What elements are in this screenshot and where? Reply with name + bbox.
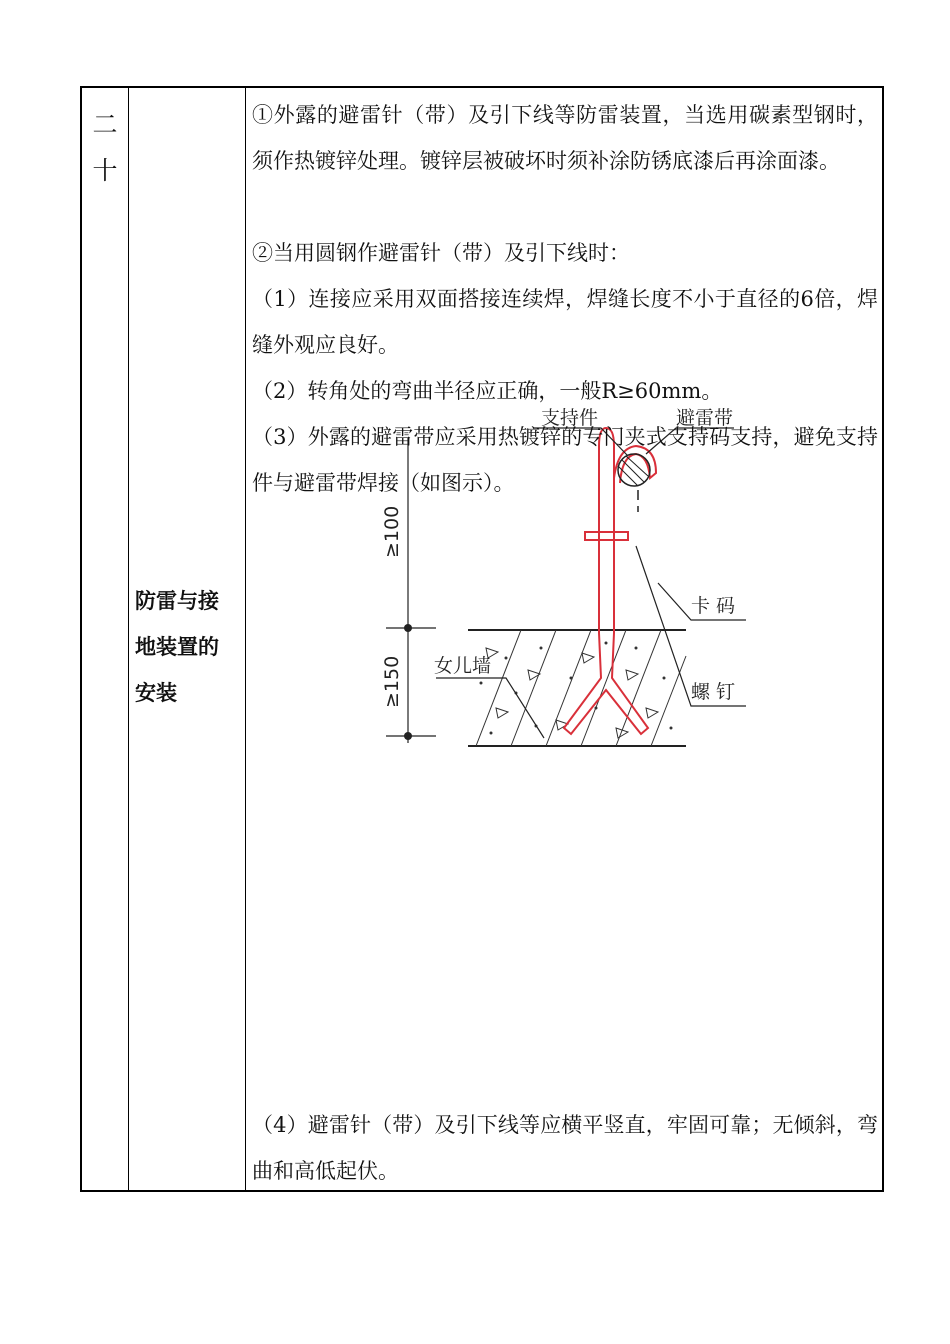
row-number: 二十	[92, 110, 118, 185]
label-support: 支持件	[541, 408, 599, 429]
row-title-cell	[129, 88, 245, 1190]
parapet-wall	[468, 630, 686, 746]
leader-wall	[436, 678, 544, 738]
paragraph-4: （2）转角处的弯曲半径应正确，一般R≥60mm。	[252, 379, 723, 403]
paragraph-5: （3）外露的避雷带应采用热镀锌的专门夹式支持码支持，避免支持件与避雷带焊接（如图示）。	[252, 425, 878, 495]
row-title: 防雷与接地装置的安装	[135, 589, 219, 705]
row-content-cell	[246, 88, 882, 1190]
label-clip: 卡 码	[691, 595, 736, 617]
dimension-dot	[404, 732, 412, 740]
row-number-cell	[82, 88, 128, 1190]
spec-table	[80, 86, 884, 1192]
label-screw: 螺 钉	[691, 681, 736, 703]
paragraph-2: ②当用圆钢作避雷针（带）及引下线时：	[252, 241, 630, 265]
dim-top-label: ≥100	[381, 505, 403, 558]
dimension-dot	[404, 624, 412, 632]
label-belt: 避雷带	[676, 408, 734, 429]
paragraph-1: ①外露的避雷针（带）及引下线等防雷装置，当选用碳素型钢时，须作热镀锌处理。镀锌层被破坏时须补涂防锈底漆后再涂面漆。	[252, 103, 878, 173]
dim-bottom-label: ≥150	[381, 655, 403, 708]
label-wall: 女儿墙	[434, 655, 492, 677]
paragraph-3: （1）连接应采用双面搭接连续焊，焊缝长度不小于直径的6倍，焊缝外观应良好。	[252, 287, 878, 357]
paragraph-6: （4）避雷针（带）及引下线等应横平竖直，牢固可靠；无倾斜，弯曲和高低起伏。	[252, 1113, 878, 1183]
